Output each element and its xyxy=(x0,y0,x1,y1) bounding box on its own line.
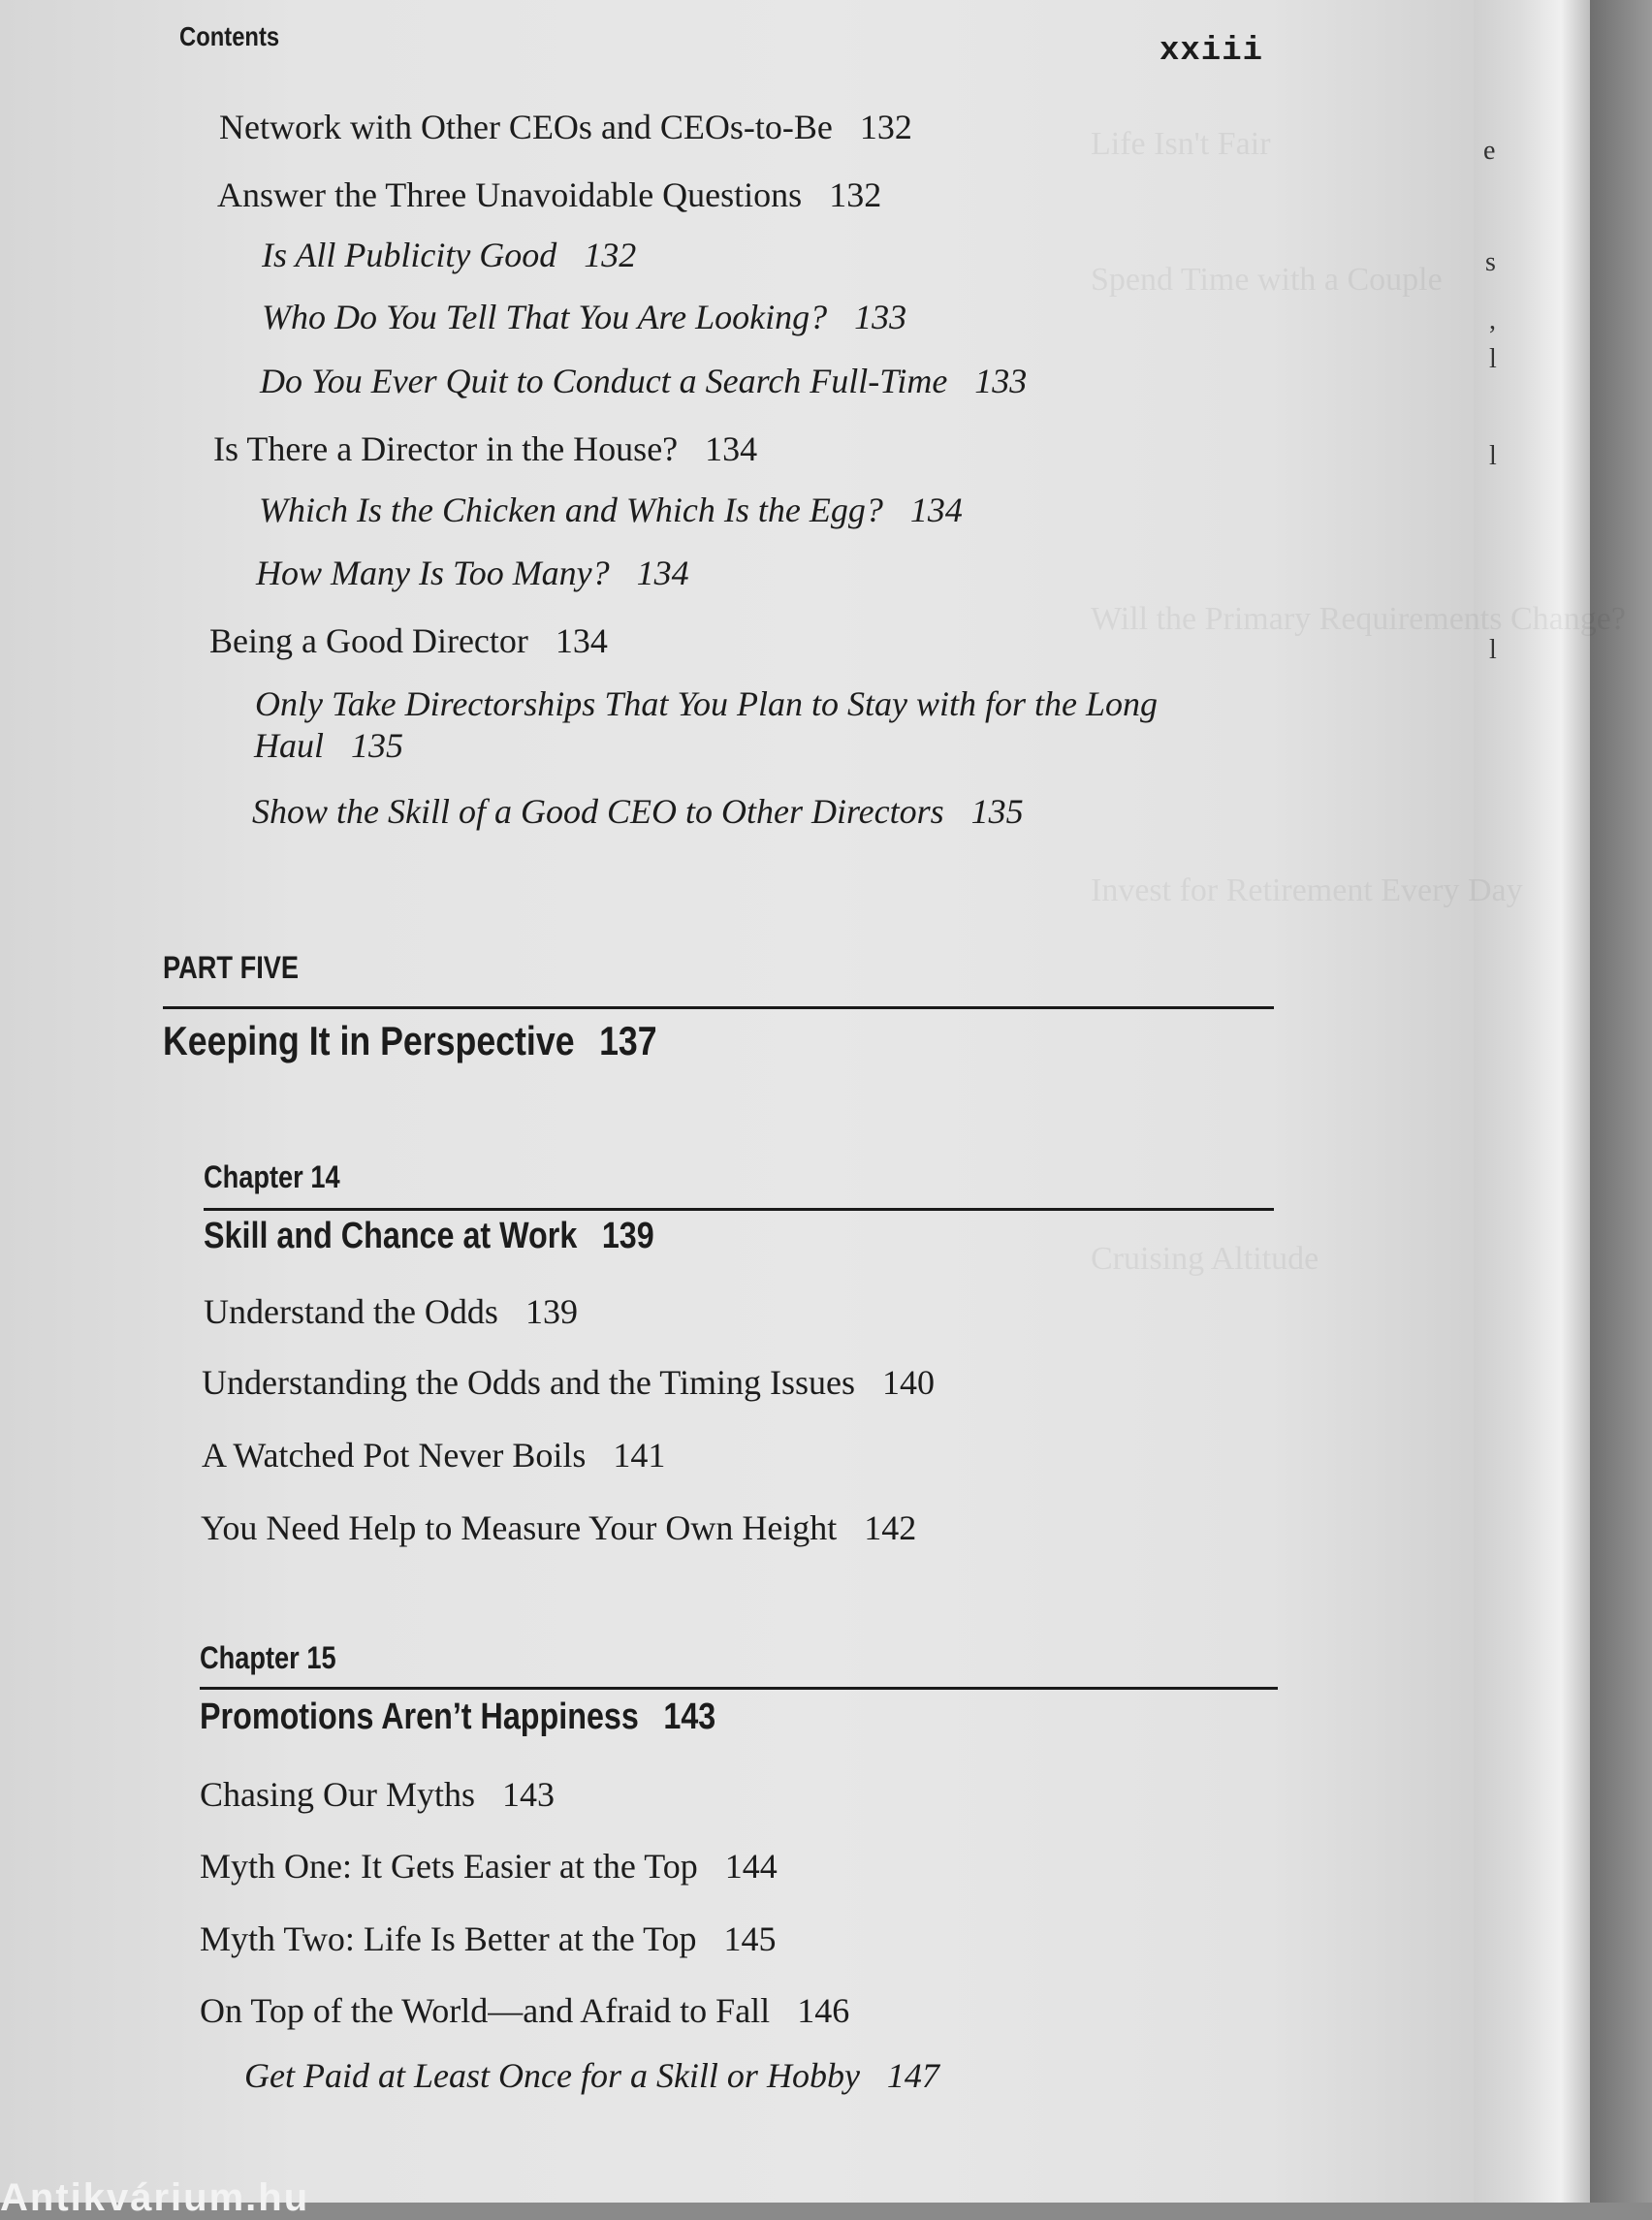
toc-entry-page: 132 xyxy=(829,175,882,214)
adjacent-page-fragment: e xyxy=(1483,136,1496,166)
toc-entry-title: Being a Good Director xyxy=(209,621,528,660)
toc-entry-page: 135 xyxy=(351,726,403,765)
toc-entry-title-continued: Haul xyxy=(254,726,324,765)
toc-entry-title: Myth One: It Gets Easier at the Top xyxy=(200,1847,698,1886)
chapter-page: 143 xyxy=(663,1697,716,1737)
toc-entry xyxy=(213,428,757,469)
part-title-text: Keeping It in Perspective xyxy=(163,1018,575,1063)
adjacent-page-fragment: s xyxy=(1485,247,1496,277)
toc-entry-title: Chasing Our Myths xyxy=(200,1775,476,1814)
toc-entry xyxy=(200,1774,555,1815)
chapter-label: Chapter 15 xyxy=(200,1640,336,1675)
toc-subentry-continuation xyxy=(254,725,403,766)
toc-entry-title: How Many Is Too Many? xyxy=(256,554,610,592)
running-header: Contents xyxy=(179,21,280,51)
toc-entry-page: 142 xyxy=(864,1508,917,1547)
toc-subentry xyxy=(262,297,906,337)
part-title xyxy=(163,1018,657,1064)
toc-subentry xyxy=(259,490,963,530)
divider xyxy=(163,1006,1274,1009)
adjacent-page-fragment: l xyxy=(1489,635,1497,665)
toc-entry-title: Is All Publicity Good xyxy=(262,236,557,274)
toc-entry xyxy=(200,1919,777,1959)
toc-entry xyxy=(217,174,881,215)
toc-entry-title: Show the Skill of a Good CEO to Other Directors xyxy=(252,792,944,831)
background-shadow xyxy=(1590,0,1652,2203)
toc-entry-page: 134 xyxy=(705,429,758,468)
toc-subentry xyxy=(262,235,636,275)
part-label: PART FIVE xyxy=(163,950,300,985)
toc-entry xyxy=(219,107,912,147)
chapter-title-text: Skill and Chance at Work xyxy=(204,1216,578,1256)
toc-entry-title: Understanding the Odds and the Timing Issues xyxy=(202,1363,855,1402)
watermark: Antikvárium.hu xyxy=(0,2176,310,2219)
toc-entry xyxy=(204,1291,578,1332)
adjacent-page-fragment: , xyxy=(1489,305,1496,335)
toc-entry-page: 139 xyxy=(524,1292,578,1331)
adjacent-page-fragment: l xyxy=(1489,344,1497,374)
toc-entry-title: Which Is the Chicken and Which Is the Egg? xyxy=(259,491,883,529)
toc-entry-title: Is There a Director in the House? xyxy=(213,429,679,468)
chapter-label: Chapter 14 xyxy=(204,1159,340,1194)
show-through-text: Cruising Altitude xyxy=(1091,1241,1319,1277)
toc-entry-page: 140 xyxy=(881,1363,935,1402)
toc-entry-page: 132 xyxy=(859,108,912,146)
toc-entry-title: On Top of the World—and Afraid to Fall xyxy=(200,1991,771,2030)
toc-entry xyxy=(202,1362,935,1403)
chapter-title xyxy=(204,1216,654,1257)
show-through-text: Spend Time with a Couple xyxy=(1091,262,1443,298)
toc-entry-page: 146 xyxy=(797,1991,850,2030)
toc-entry-page: 133 xyxy=(974,362,1028,400)
toc-entry-title: Who Do You Tell That You Are Looking? xyxy=(262,298,828,336)
toc-subentry xyxy=(260,361,1027,401)
toc-entry xyxy=(201,1507,916,1548)
toc-entry-title: Understand the Odds xyxy=(204,1292,498,1331)
toc-subentry xyxy=(255,683,1158,724)
divider xyxy=(200,1687,1278,1690)
chapter-page: 139 xyxy=(601,1216,654,1256)
toc-entry-title: Myth Two: Life Is Better at the Top xyxy=(200,1919,697,1958)
toc-subentry xyxy=(244,2055,939,2096)
toc-entry-title: A Watched Pot Never Boils xyxy=(202,1436,587,1475)
show-through-text: Invest for Retirement Every Day xyxy=(1091,872,1523,908)
toc-entry-title: Get Paid at Least Once for a Skill or Hobby xyxy=(244,2056,860,2095)
toc-entry-page: 134 xyxy=(555,621,608,660)
chapter-title xyxy=(200,1697,715,1738)
toc-entry-title: Do You Ever Quit to Conduct a Search Full-Time xyxy=(260,362,948,400)
page-number: xxiii xyxy=(1160,33,1264,70)
part-page: 137 xyxy=(599,1018,657,1063)
toc-subentry xyxy=(256,553,689,593)
toc-entry-page: 147 xyxy=(886,2056,939,2095)
toc-entry-title: Only Take Directorships That You Plan to Stay with for the Long xyxy=(255,684,1159,723)
toc-entry-page: 143 xyxy=(502,1775,556,1814)
toc-entry-title: Answer the Three Unavoidable Questions xyxy=(217,175,803,214)
toc-entry-page: 141 xyxy=(613,1436,666,1475)
toc-entry-page: 135 xyxy=(970,792,1024,831)
show-through-text: Life Isn't Fair xyxy=(1091,126,1271,162)
toc-entry xyxy=(200,1846,778,1887)
show-through-text: Will the Primary Requirements Change? xyxy=(1091,601,1626,637)
toc-entry-title: You Need Help to Measure Your Own Height xyxy=(201,1508,838,1547)
toc-entry xyxy=(209,620,608,661)
toc-entry-page: 144 xyxy=(724,1847,778,1886)
toc-entry xyxy=(200,1990,849,2031)
chapter-title-text: Promotions Aren’t Happiness xyxy=(200,1697,639,1737)
toc-entry-page: 133 xyxy=(854,298,907,336)
divider xyxy=(204,1208,1274,1211)
adjacent-page-fragment: l xyxy=(1489,441,1497,471)
toc-entry-title: Network with Other CEOs and CEOs-to-Be xyxy=(219,108,833,146)
toc-entry xyxy=(202,1435,665,1475)
toc-subentry xyxy=(252,791,1024,832)
toc-entry-page: 132 xyxy=(584,236,637,274)
toc-entry-page: 134 xyxy=(909,491,963,529)
toc-entry-page: 145 xyxy=(723,1919,777,1958)
toc-entry-page: 134 xyxy=(636,554,689,592)
